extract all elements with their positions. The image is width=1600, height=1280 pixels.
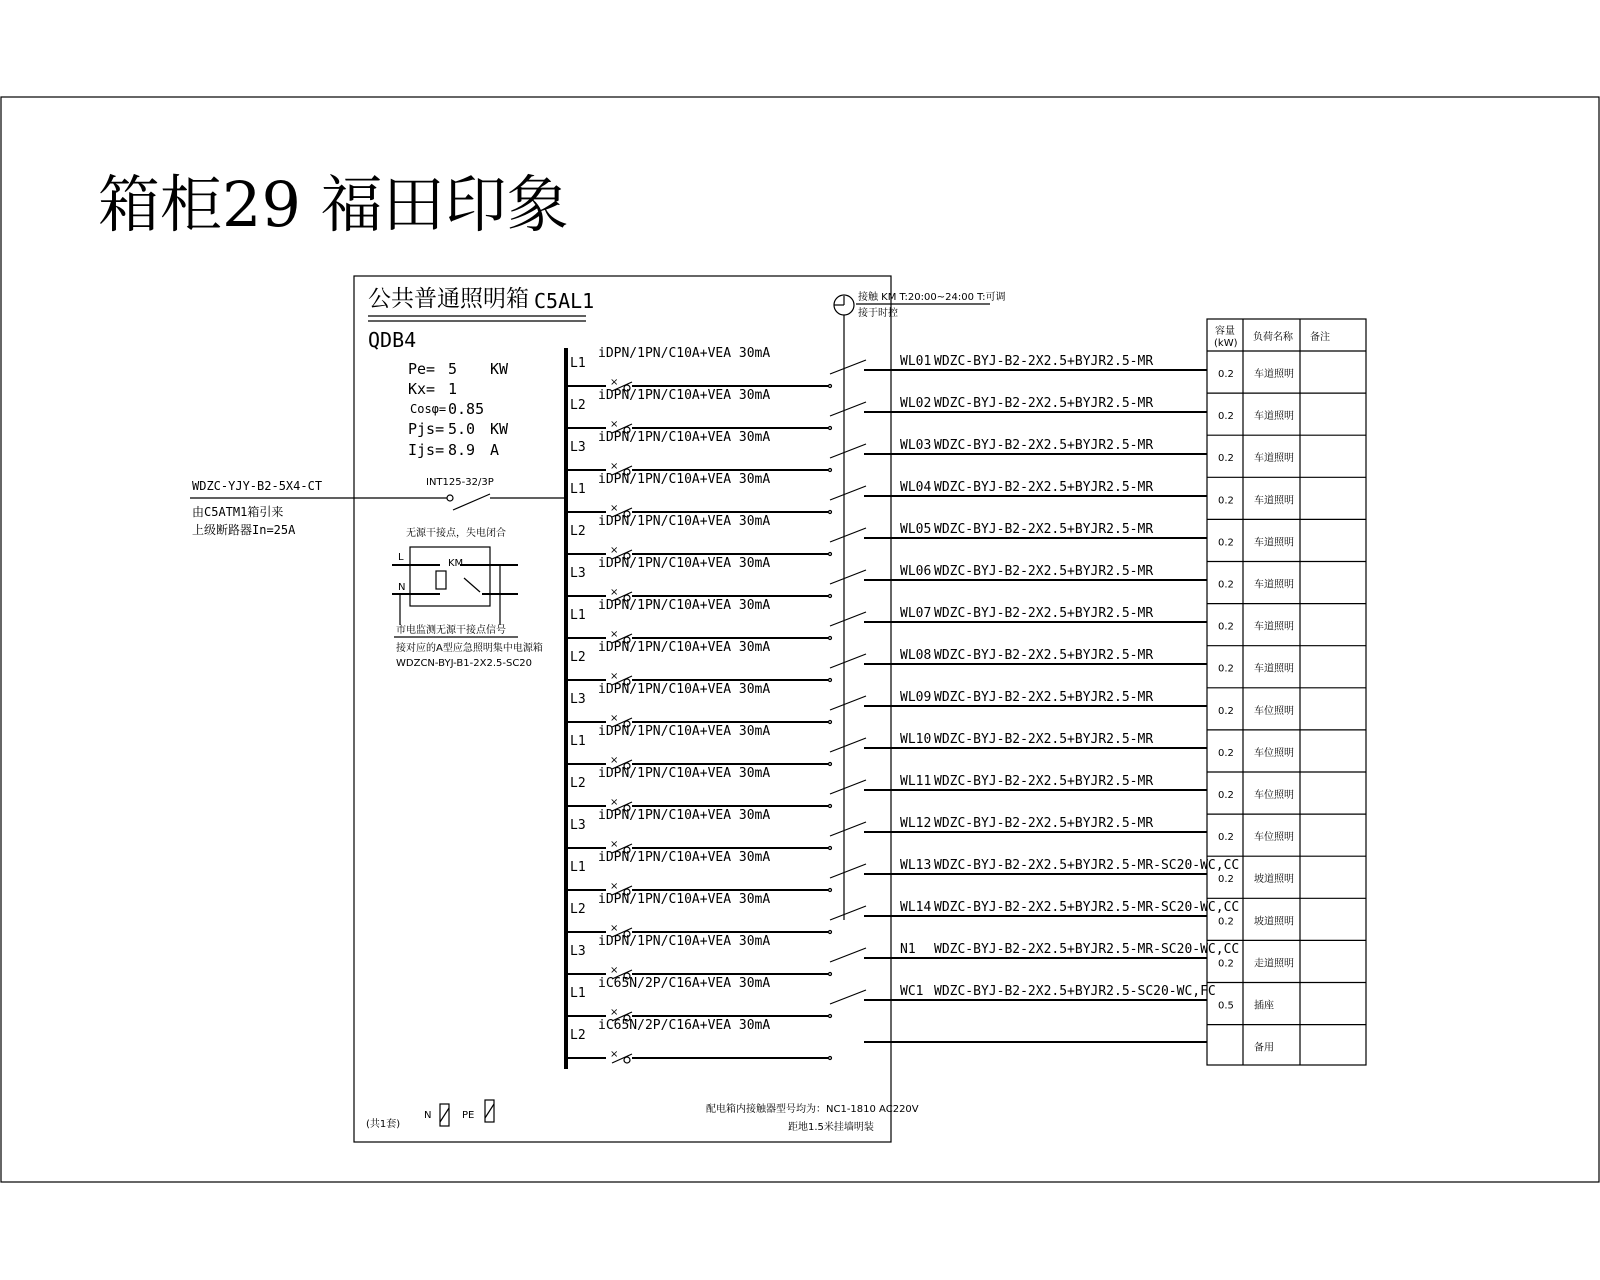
header-remark: 备注 xyxy=(1310,332,1330,343)
contactor-blade xyxy=(830,486,866,500)
contactor-blade xyxy=(830,528,866,542)
circuit-cable: WDZC-BYJ-B2-2X2.5+BYJR2.5-MR xyxy=(934,732,1154,747)
param-pjs-value: 5.0 xyxy=(448,420,476,438)
breaker-trip-icon: × xyxy=(610,419,619,430)
panel-name: 公共普通照明箱 xyxy=(368,286,529,312)
circuit-id: WC1 xyxy=(900,984,924,999)
terminal-dot xyxy=(829,469,832,472)
circuit-id: WL03 xyxy=(900,438,932,453)
circuit-row xyxy=(566,766,1207,811)
panel-parameters xyxy=(408,360,509,459)
circuit-cable: WDZC-BYJ-B2-2X2.5+BYJR2.5-MR-SC20-WC,CC xyxy=(934,858,1240,873)
main-breaker-pivot xyxy=(447,495,453,501)
breaker-trip-icon: × xyxy=(610,1049,619,1060)
cell-capacity: 0.2 xyxy=(1218,832,1234,844)
breaker-trip-icon: × xyxy=(610,1007,619,1018)
cell-use: 车道照明 xyxy=(1254,621,1294,633)
param-pjs-label: Pjs= xyxy=(408,420,445,438)
contactor-blade xyxy=(830,738,866,752)
terminal-dot xyxy=(829,931,832,934)
circuit-id: WL07 xyxy=(900,606,932,621)
control-note-2: 接对应的A型应急照明集中电源箱 xyxy=(396,643,543,654)
terminal-dot xyxy=(829,763,832,766)
outgoing-circuits xyxy=(566,346,1239,1063)
terminal-dot xyxy=(829,721,832,724)
breaker-trip-icon: × xyxy=(610,713,619,724)
cell-use: 坡道照明 xyxy=(1254,916,1294,928)
cell-capacity: 0.2 xyxy=(1218,663,1234,675)
terminal-dot xyxy=(829,511,832,514)
contactor-blade xyxy=(830,990,866,1004)
circuit-cable: WDZC-BYJ-B2-2X2.5+BYJR2.5-MR xyxy=(934,564,1154,579)
param-pe-label: Pe= xyxy=(408,360,436,378)
param-cos-label: Cosφ= xyxy=(410,402,447,416)
circuit-row xyxy=(566,850,1239,895)
breaker-trip-icon: × xyxy=(610,545,619,556)
circuit-cable: WDZC-BYJ-B2-2X2.5+BYJR2.5-MR xyxy=(934,522,1154,537)
terminal-dot xyxy=(829,553,832,556)
contactor-blade xyxy=(830,570,866,584)
control-contact-blade xyxy=(464,578,480,592)
circuit-row xyxy=(566,808,1207,853)
cell-capacity: 0.2 xyxy=(1218,579,1234,591)
footer-note-1: 配电箱内接触器型号均为：NC1-1810 AC220V xyxy=(706,1104,919,1115)
control-l-label: L xyxy=(398,552,404,563)
panel-footer xyxy=(366,1100,919,1133)
breaker-trip-icon: × xyxy=(610,839,619,850)
circuit-phase: L2 xyxy=(570,524,586,539)
footer-n-label: N xyxy=(424,1110,432,1121)
circuit-breaker-label: iDPN/1PN/C10A+VEA 30mA xyxy=(598,556,771,571)
contactor-note-1: 接触 KM T:20:00~24:00 T:可调 xyxy=(858,292,1006,303)
footer-pe-label: PE xyxy=(462,1110,475,1121)
param-ijs-value: 8.9 xyxy=(448,441,476,459)
n-terminal-hatch xyxy=(440,1108,449,1122)
param-pe-unit: KW xyxy=(490,360,509,378)
breaker-trip-icon: × xyxy=(610,629,619,640)
circuit-breaker-label: iDPN/1PN/C10A+VEA 30mA xyxy=(598,682,771,697)
contactor-blade xyxy=(830,654,866,668)
terminal-dot xyxy=(829,1057,832,1060)
cell-capacity: 0.2 xyxy=(1218,958,1234,970)
circuit-id: WL10 xyxy=(900,732,932,747)
drawing-frame xyxy=(1,97,1599,1182)
circuit-row xyxy=(566,934,1239,979)
breaker-trip-icon: × xyxy=(610,755,619,766)
contactor-blade xyxy=(830,402,866,416)
circuit-phase: L1 xyxy=(570,860,586,875)
control-title: 无源干接点，失电闭合 xyxy=(406,528,506,539)
circuit-row xyxy=(566,556,1207,601)
circuit-phase: L2 xyxy=(570,1028,586,1043)
breaker-trip-icon: × xyxy=(610,965,619,976)
cell-capacity: 0.2 xyxy=(1218,874,1234,886)
circuit-row xyxy=(566,1018,1207,1063)
param-cos-value: 0.85 xyxy=(448,400,485,418)
circuit-breaker-label: iDPN/1PN/C10A+VEA 30mA xyxy=(598,808,771,823)
circuit-breaker-label: iDPN/1PN/C10A+VEA 30mA xyxy=(598,766,771,781)
control-coil xyxy=(436,571,446,589)
cell-use: 车位照明 xyxy=(1254,832,1294,844)
circuit-row xyxy=(566,724,1207,769)
panel-code: C5AL1 xyxy=(534,289,595,313)
terminal-dot xyxy=(829,679,832,682)
cell-capacity: 0.2 xyxy=(1218,790,1234,801)
param-pe-value: 5 xyxy=(448,360,458,378)
circuit-cable: WDZC-BYJ-B2-2X2.5+BYJR2.5-MR xyxy=(934,480,1154,495)
circuit-breaker-label: iDPN/1PN/C10A+VEA 30mA xyxy=(598,598,771,613)
control-circuit xyxy=(392,526,543,669)
header-use: 负荷名称 xyxy=(1253,332,1293,343)
circuit-id: WL12 xyxy=(900,816,932,831)
cell-use: 插座 xyxy=(1254,1000,1274,1012)
contactor-blade xyxy=(830,696,866,710)
circuit-cable: WDZC-BYJ-B2-2X2.5+BYJR2.5-MR xyxy=(934,354,1154,369)
incoming-source: 由C5ATM1箱引来 xyxy=(192,505,284,519)
cell-use: 车道照明 xyxy=(1254,663,1294,675)
footer-note-2: 距地1.5米挂墙明装 xyxy=(788,1122,874,1133)
circuit-id: WL06 xyxy=(900,564,932,579)
terminal-dot xyxy=(829,595,832,598)
param-ijs-label: Ijs= xyxy=(408,441,445,459)
circuit-breaker-label: iDPN/1PN/C10A+VEA 30mA xyxy=(598,346,771,361)
circuit-row xyxy=(566,346,1207,391)
cell-use: 车道照明 xyxy=(1254,537,1294,549)
panel-id: QDB4 xyxy=(368,328,417,352)
circuit-cable: WDZC-BYJ-B2-2X2.5+BYJR2.5-MR xyxy=(934,648,1154,663)
cell-use: 车位照明 xyxy=(1254,747,1294,759)
cell-capacity: 0.2 xyxy=(1218,411,1234,423)
circuit-row xyxy=(566,472,1207,517)
circuit-breaker-label: iDPN/1PN/C10A+VEA 30mA xyxy=(598,430,771,445)
circuit-id: WL04 xyxy=(900,480,932,495)
circuit-row xyxy=(566,388,1207,433)
cell-use: 车道照明 xyxy=(1254,579,1294,591)
circuit-id: WL05 xyxy=(900,522,932,537)
control-box xyxy=(410,547,490,606)
circuit-id: WL09 xyxy=(900,690,932,705)
param-pjs-unit: KW xyxy=(490,420,509,438)
control-cable: WDZCN-BYJ-B1-2X2.5-SC20 xyxy=(396,658,533,669)
contactor-blade xyxy=(830,948,866,962)
terminal-dot xyxy=(829,847,832,850)
contactor-blade xyxy=(830,906,866,920)
terminal-dot xyxy=(829,973,832,976)
cell-use: 走道照明 xyxy=(1254,958,1294,970)
breaker-trip-icon: × xyxy=(610,503,619,514)
circuit-breaker-label: iDPN/1PN/C10A+VEA 30mA xyxy=(598,850,771,865)
circuit-phase: L1 xyxy=(570,986,586,1001)
incoming-feeder xyxy=(190,477,566,537)
circuit-id: WL13 xyxy=(900,858,932,873)
breaker-pivot xyxy=(624,1057,630,1063)
circuit-phase: L3 xyxy=(570,944,586,959)
circuit-cable: WDZC-BYJ-B2-2X2.5+BYJR2.5-SC20-WC,FC xyxy=(934,984,1216,999)
contactor-blade xyxy=(830,822,866,836)
breaker-trip-icon: × xyxy=(610,923,619,934)
control-n-label: N xyxy=(398,582,406,593)
cell-capacity: 0.2 xyxy=(1218,453,1234,465)
header-capacity: 容量 xyxy=(1215,326,1235,337)
circuit-phase: L1 xyxy=(570,608,586,623)
cell-capacity: 0.2 xyxy=(1218,747,1234,759)
cell-use: 车道照明 xyxy=(1254,453,1294,465)
cell-use: 车道照明 xyxy=(1254,411,1294,423)
circuit-cable: WDZC-BYJ-B2-2X2.5+BYJR2.5-MR xyxy=(934,690,1154,705)
cell-capacity: 0.5 xyxy=(1218,1000,1234,1012)
circuit-phase: L1 xyxy=(570,356,586,371)
contactor-blade xyxy=(830,612,866,626)
circuit-phase: L2 xyxy=(570,776,586,791)
circuit-phase: L1 xyxy=(570,482,586,497)
cell-use: 车位照明 xyxy=(1254,705,1294,717)
contactor-blade xyxy=(830,864,866,878)
footer-count: (共1套) xyxy=(366,1119,401,1130)
circuit-cable: WDZC-BYJ-B2-2X2.5+BYJR2.5-MR-SC20-WC,CC xyxy=(934,942,1240,957)
circuit-phase: L2 xyxy=(570,902,586,917)
pe-terminal-hatch xyxy=(485,1104,494,1118)
circuit-breaker-label: iDPN/1PN/C10A+VEA 30mA xyxy=(598,892,771,907)
circuit-breaker-label: iDPN/1PN/C10A+VEA 30mA xyxy=(598,640,771,655)
main-breaker-label: INT125-32/3P xyxy=(426,477,494,488)
circuit-row xyxy=(566,640,1207,685)
circuit-breaker-label: iDPN/1PN/C10A+VEA 30mA xyxy=(598,724,771,739)
cell-use: 车位照明 xyxy=(1254,790,1294,801)
terminal-dot xyxy=(829,889,832,892)
cell-capacity: 0.2 xyxy=(1218,369,1234,380)
cell-capacity: 0.2 xyxy=(1218,705,1234,717)
circuit-row xyxy=(566,598,1207,643)
terminal-dot xyxy=(829,637,832,640)
terminal-dot xyxy=(829,1015,832,1018)
circuit-phase: L2 xyxy=(570,650,586,665)
cell-capacity: 0.2 xyxy=(1218,916,1234,928)
contactor-blade xyxy=(830,360,866,374)
circuit-row xyxy=(566,514,1207,559)
circuit-id: WL14 xyxy=(900,900,932,915)
circuit-cable: WDZC-BYJ-B2-2X2.5+BYJR2.5-MR xyxy=(934,774,1154,789)
circuit-phase: L3 xyxy=(570,692,586,707)
circuit-row xyxy=(566,892,1239,937)
cell-use: 车道照明 xyxy=(1254,369,1294,380)
circuit-phase: L1 xyxy=(570,734,586,749)
circuit-breaker-label: iC65N/2P/C16A+VEA 30mA xyxy=(598,1018,771,1033)
circuit-id: N1 xyxy=(900,942,916,957)
cell-capacity: 0.2 xyxy=(1218,621,1234,633)
circuit-cable: WDZC-BYJ-B2-2X2.5+BYJR2.5-MR xyxy=(934,438,1154,453)
terminal-dot xyxy=(829,427,832,430)
contactor-blade xyxy=(830,444,866,458)
circuit-row xyxy=(566,430,1207,475)
circuit-breaker-label: iC65N/2P/C16A+VEA 30mA xyxy=(598,976,771,991)
terminal-dot xyxy=(829,805,832,808)
circuit-id: WL01 xyxy=(900,354,932,369)
cell-capacity: 0.2 xyxy=(1218,495,1234,507)
circuit-phase: L3 xyxy=(570,566,586,581)
circuit-id: WL11 xyxy=(900,774,932,789)
breaker-trip-icon: × xyxy=(610,797,619,808)
circuit-breaker-label: iDPN/1PN/C10A+VEA 30mA xyxy=(598,472,771,487)
drawing-title: 箱柜29 福田印象 xyxy=(98,168,569,241)
control-km-label: KM xyxy=(448,558,464,569)
circuit-breaker-label: iDPN/1PN/C10A+VEA 30mA xyxy=(598,934,771,949)
circuit-phase: L3 xyxy=(570,818,586,833)
circuit-breaker-label: iDPN/1PN/C10A+VEA 30mA xyxy=(598,388,771,403)
circuit-id: WL08 xyxy=(900,648,932,663)
cell-use: 坡道照明 xyxy=(1254,874,1294,886)
main-breaker-blade xyxy=(453,494,490,510)
param-kx-value: 1 xyxy=(448,380,458,398)
terminal-dot xyxy=(829,385,832,388)
cell-use: 车道照明 xyxy=(1254,495,1294,507)
circuit-id: WL02 xyxy=(900,396,932,411)
contactor-note-2: 接于时控 xyxy=(858,308,898,319)
breaker-trip-icon: × xyxy=(610,377,619,388)
cell-use: 备用 xyxy=(1254,1042,1274,1054)
header-capacity-unit: (kW) xyxy=(1214,338,1238,349)
param-ijs-unit: A xyxy=(490,441,500,459)
breaker-trip-icon: × xyxy=(610,461,619,472)
param-kx-label: Kx= xyxy=(408,380,436,398)
breaker-trip-icon: × xyxy=(610,587,619,598)
circuit-row xyxy=(566,682,1207,727)
breaker-trip-icon: × xyxy=(610,881,619,892)
contactor-blade xyxy=(830,780,866,794)
cell-capacity: 0.2 xyxy=(1218,537,1234,549)
breaker-trip-icon: × xyxy=(610,671,619,682)
circuit-cable: WDZC-BYJ-B2-2X2.5+BYJR2.5-MR xyxy=(934,396,1154,411)
incoming-cable: WDZC-YJY-B2-5X4-CT xyxy=(192,479,323,493)
circuit-phase: L2 xyxy=(570,398,586,413)
incoming-upstream: 上级断路器In=25A xyxy=(192,523,296,537)
circuit-cable: WDZC-BYJ-B2-2X2.5+BYJR2.5-MR xyxy=(934,606,1154,621)
circuit-breaker-label: iDPN/1PN/C10A+VEA 30mA xyxy=(598,514,771,529)
circuit-cable: WDZC-BYJ-B2-2X2.5+BYJR2.5-MR xyxy=(934,816,1154,831)
control-note-1: 市电监测无源干接点信号 xyxy=(396,625,506,636)
circuit-phase: L3 xyxy=(570,440,586,455)
circuit-cable: WDZC-BYJ-B2-2X2.5+BYJR2.5-MR-SC20-WC,CC xyxy=(934,900,1240,915)
